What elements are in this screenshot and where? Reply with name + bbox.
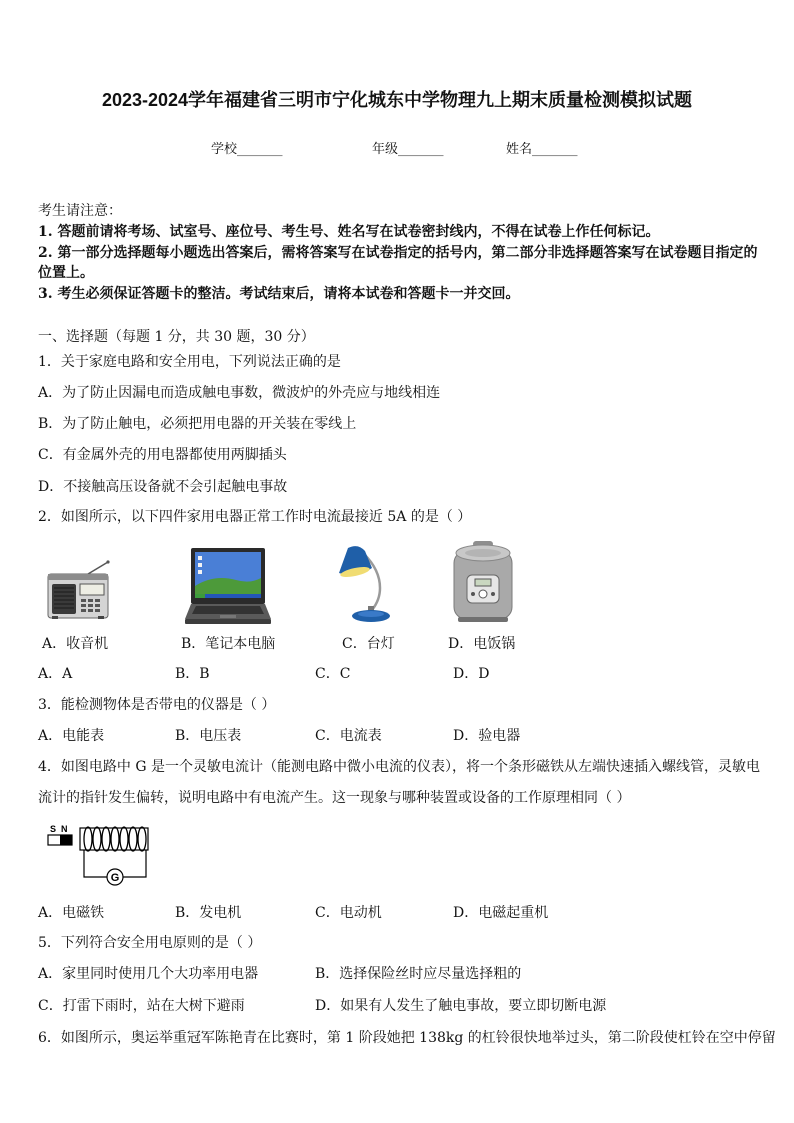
notice-line-2: 2. 第一部分选择题每小题选出答案后，需将答案写在试卷指定的括号内，第二部分非选择题答案写在试卷题目指定的 bbox=[38, 245, 758, 261]
q3-option-a: A．电能表 bbox=[38, 728, 105, 744]
q5-option-a: A．家里同时使用几个大功率用电器 bbox=[38, 966, 259, 982]
school-field: 学校_______ bbox=[211, 142, 283, 157]
q4-option-a: A．电磁铁 bbox=[38, 905, 105, 921]
q4-option-c: C．电动机 bbox=[315, 905, 382, 921]
q5-option-c: C．打雷下雨时，站在大树下避雨 bbox=[38, 998, 245, 1014]
q5-stem: 5．下列符合安全用电原则的是（ ） bbox=[38, 935, 262, 951]
q2-option-d: D．D bbox=[453, 666, 490, 682]
page-title: 2023-2024学年福建省三明市宁化城东中学物理九上期末质量检测模拟试题 bbox=[101, 90, 693, 110]
q1-option-a: A．为了防止因漏电而造成触电事数，微波炉的外壳应与地线相连 bbox=[38, 385, 441, 401]
q5-option-b: B．选择保险丝时应尽量选择粗的 bbox=[315, 966, 522, 982]
notice-line-3: 3. 考生必须保证答题卡的整洁。考试结束后，请将本试卷和答题卡一并交回。 bbox=[38, 286, 520, 302]
q2-figure-label-b: B．笔记本电脑 bbox=[181, 636, 276, 652]
q2-option-b: B．B bbox=[175, 666, 210, 682]
circuit-diagram bbox=[46, 822, 156, 890]
section-heading: 一、选择题（每题 1 分，共 30 题，30 分） bbox=[38, 329, 315, 345]
solenoid-coil bbox=[84, 827, 146, 851]
radio-antenna bbox=[88, 562, 108, 574]
q2-figure-label-a: A．收音机 bbox=[42, 636, 109, 652]
wire-right bbox=[123, 850, 146, 877]
wire-left bbox=[84, 850, 107, 877]
notice-heading: 考生请注意： bbox=[38, 203, 122, 219]
laptop-image bbox=[184, 548, 272, 626]
q1-stem: 1．关于家庭电路和安全用电，下列说法正确的是 bbox=[38, 354, 341, 370]
q3-option-b: B．电压表 bbox=[175, 728, 242, 744]
q4-option-b: B．发电机 bbox=[175, 905, 242, 921]
rice-cooker-image bbox=[449, 539, 517, 625]
q3-option-d: D．验电器 bbox=[453, 728, 521, 744]
magnet-n-label: N bbox=[61, 824, 68, 834]
desk-lamp-image bbox=[334, 544, 394, 624]
notice-line-1: 1. 答题前请将考场、试室号、座位号、考生号、姓名写在试卷密封线内，不得在试卷上作任何标记。 bbox=[38, 224, 660, 240]
name-field: 姓名_______ bbox=[506, 142, 578, 157]
q2-option-a: A．A bbox=[38, 666, 73, 682]
radio-display bbox=[80, 584, 104, 595]
grade-field: 年级_______ bbox=[372, 142, 444, 157]
q1-option-d: D．不接触高压设备就不会引起触电事故 bbox=[38, 479, 288, 495]
q3-stem: 3．能检测物体是否带电的仪器是（ ） bbox=[38, 697, 276, 713]
magnet-s-label: S bbox=[50, 824, 57, 834]
q2-stem: 2．如图所示，以下四件家用电器正常工作时电流最接近 5A 的是（ ） bbox=[38, 509, 472, 525]
q1-option-b: B．为了防止触电，必须把用电器的开关装在零线上 bbox=[38, 416, 357, 432]
q2-option-c: C．C bbox=[315, 666, 351, 682]
q3-option-c: C．电流表 bbox=[315, 728, 382, 744]
q6-stem: 6．如图所示，奥运举重冠军陈艳青在比赛时，第 1 阶段她把 138kg 的杠铃很快地举过头，第二阶段使杠铃在空中停留 bbox=[38, 1030, 776, 1046]
q4-option-d: D．电磁起重机 bbox=[453, 905, 549, 921]
q5-option-d: D．如果有人发生了触电事故，要立即切断电源 bbox=[315, 998, 607, 1014]
q2-figure-label-d: D．电饭锅 bbox=[448, 636, 516, 652]
q2-figure-label-c: C．台灯 bbox=[342, 636, 395, 652]
q4-stem-line-1: 4．如图电路中 G 是一个灵敏电流计（能测电路中微小电流的仪表），将一个条形磁铁从左端快速插入螺线管，灵敏电 bbox=[38, 759, 760, 775]
notice-line-2-cont: 位置上。 bbox=[38, 265, 94, 281]
q4-stem-line-2: 流计的指针发生偏转，说明电路中有电流产生。这一现象与哪种装置或设备的工作原理相同（ ） bbox=[38, 790, 631, 806]
q1-option-c: C．有金属外壳的用电器都使用两脚插头 bbox=[38, 447, 287, 463]
radio-image bbox=[46, 560, 112, 622]
galvanometer-label: G bbox=[110, 872, 120, 884]
